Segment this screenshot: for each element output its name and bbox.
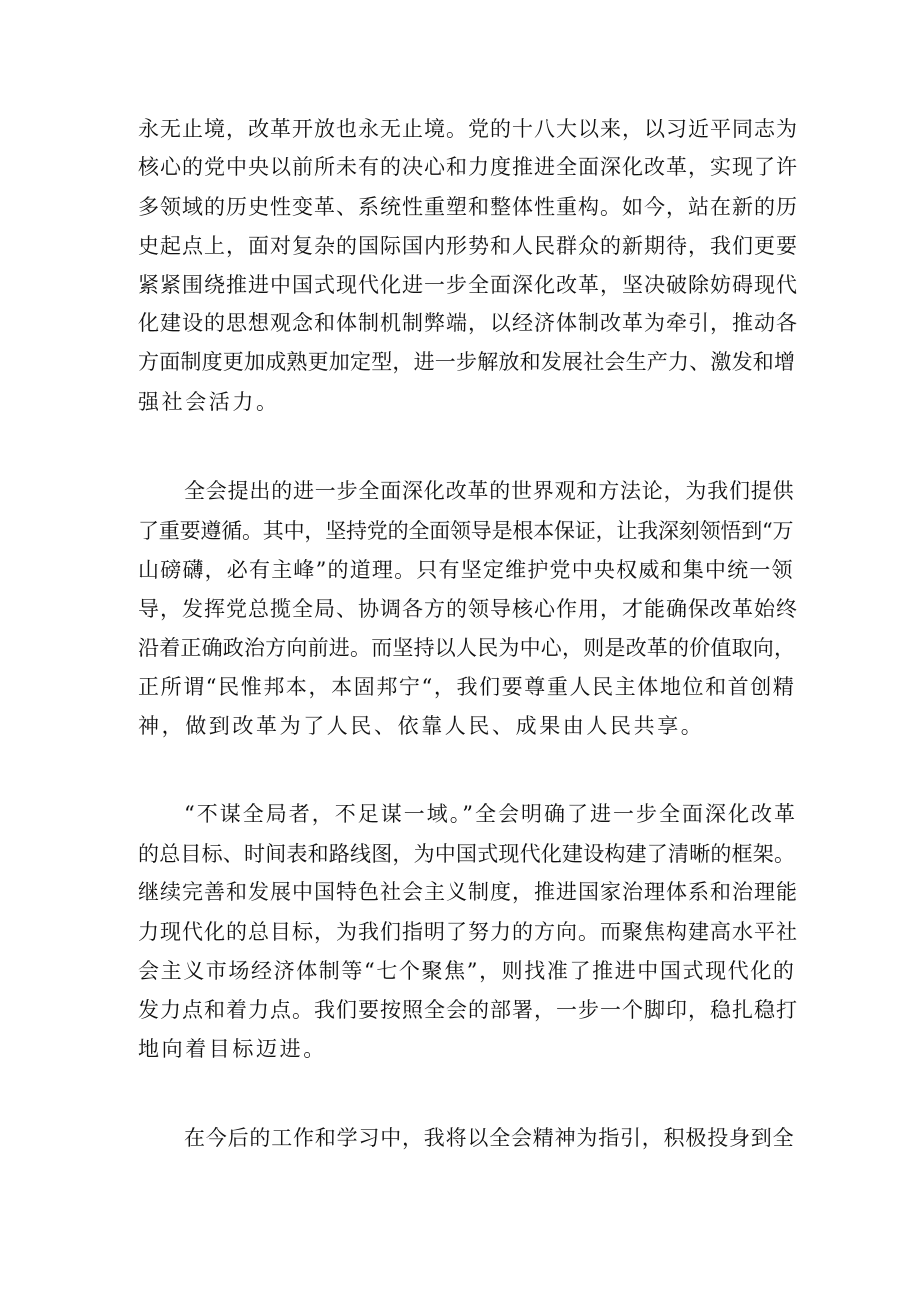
text-line: 在今后的工作和学习中，我将以全会精神为指引，积极投身到全 [184, 1126, 795, 1150]
text-line: 永无止境，改革开放也永无止境。党的十八大以来，以习近平同志为 [138, 117, 798, 141]
text-line: 正所谓“民惟邦本，本固邦宁“，我们要尊重人民主体地位和首创精 [138, 675, 796, 699]
text-line: “不谋全局者，不足谋一域。”全会明确了进一步全面深化改革 [184, 802, 797, 826]
text-line: 化建设的思想观念和体制机制弊端，以经济体制改革为牵引，推动各 [138, 311, 798, 335]
text-line: 多领域的历史性变革、系统性重塑和整体性重构。如今，站在新的历 [138, 195, 798, 219]
text-line: 山磅礴，必有主峰”的道理。只有坚定维护党中央权威和集中统一领 [138, 558, 794, 582]
text-line: 的总目标、时间表和路线图，为中国式现代化建设构建了清晰的框架。 [138, 842, 796, 866]
text-line: 全会提出的进一步全面深化改革的世界观和方法论，为我们提供 [184, 479, 795, 503]
text-line: 强社会活力。 [138, 390, 280, 414]
text-line: 神，做到改革为了人民、依靠人民、成果由人民共享。 [138, 714, 705, 738]
text-line: 紧紧围绕推进中国式现代化进一步全面深化改革，坚决破除妨碍现代 [138, 273, 798, 297]
text-line: 方面制度更加成熟更加定型，进一步解放和发展社会生产力、激发和增 [138, 350, 796, 374]
text-line: 力现代化的总目标，为我们指明了努力的方向。而聚焦构建高水平社 [138, 920, 798, 944]
text-line: 发力点和着力点。我们要按照全会的部署，一步一个脚印，稳扎稳打 [138, 998, 798, 1022]
text-line: 史起点上，面对复杂的国际国内形势和人民群众的新期待，我们更要 [138, 234, 798, 258]
text-line: 继续完善和发展中国特色社会主义制度，推进国家治理体系和治理能 [138, 880, 798, 904]
text-line: 地向着目标迈进。 [138, 1037, 327, 1061]
text-line: 沿着正确政治方向前进。而坚持以人民为中心，则是改革的价值取向， [138, 636, 796, 660]
text-line: 导，发挥党总揽全局、协调各方的领导核心作用，才能确保改革始终 [138, 597, 798, 621]
text-line: 核心的党中央以前所未有的决心和力度推进全面深化改革，实现了许 [138, 155, 798, 179]
text-line: 会主义市场经济体制等“七个聚焦”，则找准了推进中国式现代化的 [138, 959, 796, 983]
text-line: 了重要遵循。其中，坚持党的全面领导是根本保证，让我深刻领悟到“万 [138, 519, 794, 543]
